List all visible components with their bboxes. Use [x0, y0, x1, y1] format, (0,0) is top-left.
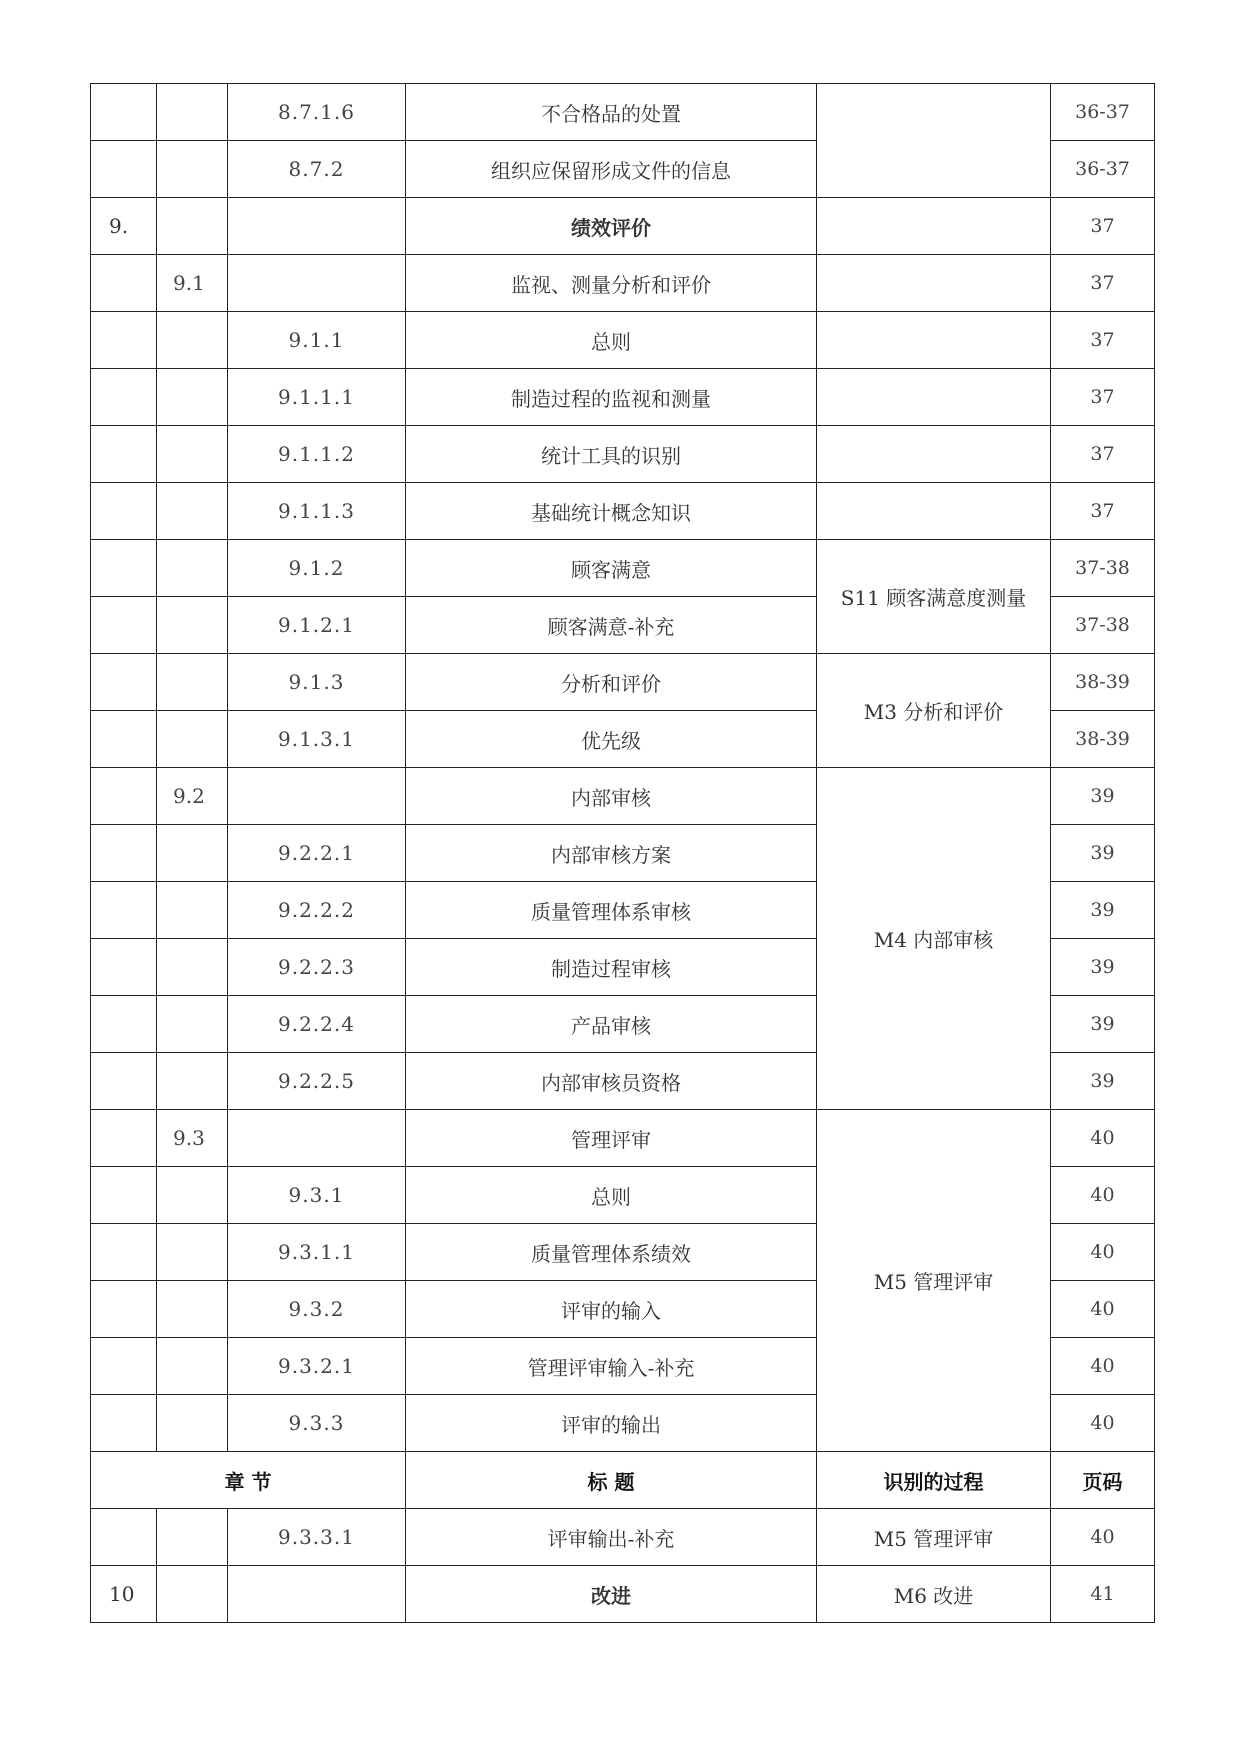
chapter-cell	[91, 369, 157, 426]
table-row	[91, 540, 1155, 597]
chapter-cell	[91, 654, 157, 711]
page-number: 37	[1051, 483, 1155, 540]
chapter-cell	[91, 1338, 157, 1395]
header-process: 识别的过程	[817, 1452, 1051, 1509]
subsection-number: 9.1.1	[228, 312, 406, 369]
subsection-number: 9.2.2.2	[228, 882, 406, 939]
clause-title: 内部审核	[406, 768, 817, 825]
page-number: 40	[1051, 1509, 1155, 1566]
table-row	[91, 312, 1155, 369]
page-number: 37	[1051, 198, 1155, 255]
section-cell	[157, 426, 228, 483]
subsection-number: 9.1.1.1	[228, 369, 406, 426]
process-cell	[817, 369, 1051, 426]
section-cell	[157, 540, 228, 597]
page-number: 36-37	[1051, 84, 1155, 141]
page-number: 39	[1051, 825, 1155, 882]
process-name: M3 分析和评价	[817, 654, 1051, 768]
page-number: 37	[1051, 255, 1155, 312]
page-number: 39	[1051, 996, 1155, 1053]
chapter-cell	[91, 597, 157, 654]
section-cell	[157, 1053, 228, 1110]
process-cell	[817, 198, 1051, 255]
page-number: 40	[1051, 1395, 1155, 1452]
process-name: M5 管理评审	[817, 1509, 1051, 1566]
page-number: 39	[1051, 939, 1155, 996]
page-number: 40	[1051, 1281, 1155, 1338]
subsection-cell	[228, 198, 406, 255]
chapter-cell	[91, 312, 157, 369]
chapter-cell	[91, 141, 157, 198]
chapter-cell	[91, 1509, 157, 1566]
table-row	[91, 1110, 1155, 1167]
page-number: 37	[1051, 369, 1155, 426]
clause-title: 内部审核方案	[406, 825, 817, 882]
table-row	[91, 369, 1155, 426]
clause-title: 总则	[406, 1167, 817, 1224]
chapter-cell	[91, 1167, 157, 1224]
subsection-cell	[228, 1566, 406, 1623]
subsection-number: 9.2.2.1	[228, 825, 406, 882]
subsection-number: 9.1.3	[228, 654, 406, 711]
process-name: S11 顾客满意度测量	[817, 540, 1051, 654]
page-number: 39	[1051, 882, 1155, 939]
page-number: 41	[1051, 1566, 1155, 1623]
clause-title: 产品审核	[406, 996, 817, 1053]
chapter-cell	[91, 882, 157, 939]
chapter-cell	[91, 768, 157, 825]
clause-title: 管理评审输入-补充	[406, 1338, 817, 1395]
clause-title: 内部审核员资格	[406, 1053, 817, 1110]
table-row	[91, 84, 1155, 141]
section-cell	[157, 1281, 228, 1338]
section-cell	[157, 198, 228, 255]
process-cell	[817, 312, 1051, 369]
section-cell	[157, 1395, 228, 1452]
process-name: M4 内部审核	[817, 768, 1051, 1110]
subsection-cell	[228, 255, 406, 312]
process-cell	[817, 84, 1051, 198]
section-number: 9.1	[157, 255, 228, 312]
clause-title: 顾客满意	[406, 540, 817, 597]
clause-title: 管理评审	[406, 1110, 817, 1167]
chapter-cell	[91, 426, 157, 483]
page-number: 40	[1051, 1167, 1155, 1224]
table-row	[91, 483, 1155, 540]
chapter-cell	[91, 255, 157, 312]
clause-title: 总则	[406, 312, 817, 369]
process-cell	[817, 426, 1051, 483]
page-number: 40	[1051, 1224, 1155, 1281]
clause-title: 制造过程的监视和测量	[406, 369, 817, 426]
chapter-title: 改进	[406, 1566, 817, 1623]
clause-title: 评审输出-补充	[406, 1509, 817, 1566]
page-number: 36-37	[1051, 141, 1155, 198]
subsection-number: 9.3.3	[228, 1395, 406, 1452]
table-row	[91, 1566, 1155, 1623]
section-cell	[157, 825, 228, 882]
section-cell	[157, 141, 228, 198]
section-cell	[157, 1509, 228, 1566]
chapter-cell	[91, 540, 157, 597]
subsection-cell	[228, 1110, 406, 1167]
clause-title: 不合格品的处置	[406, 84, 817, 141]
table-row	[91, 198, 1155, 255]
chapter-number: 9.	[91, 198, 157, 255]
section-cell	[157, 369, 228, 426]
subsection-number: 9.3.2.1	[228, 1338, 406, 1395]
process-cell	[817, 255, 1051, 312]
page-number: 39	[1051, 1053, 1155, 1110]
subsection-number: 9.1.1.2	[228, 426, 406, 483]
clause-title: 基础统计概念知识	[406, 483, 817, 540]
clause-title: 统计工具的识别	[406, 426, 817, 483]
page-number: 38-39	[1051, 711, 1155, 768]
table-row	[91, 426, 1155, 483]
table-header-row	[91, 1452, 1155, 1509]
section-cell	[157, 1566, 228, 1623]
clause-title: 顾客满意-补充	[406, 597, 817, 654]
subsection-number: 9.2.2.4	[228, 996, 406, 1053]
clause-title: 优先级	[406, 711, 817, 768]
page-number: 37	[1051, 426, 1155, 483]
clause-title: 评审的输入	[406, 1281, 817, 1338]
chapter-cell	[91, 84, 157, 141]
chapter-cell	[91, 483, 157, 540]
page-number: 39	[1051, 768, 1155, 825]
subsection-number: 9.3.1.1	[228, 1224, 406, 1281]
subsection-number: 9.1.1.3	[228, 483, 406, 540]
clause-title: 分析和评价	[406, 654, 817, 711]
header-section: 章 节	[91, 1452, 406, 1509]
subsection-number: 9.2.2.3	[228, 939, 406, 996]
section-number: 9.2	[157, 768, 228, 825]
clause-title: 质量管理体系绩效	[406, 1224, 817, 1281]
section-cell	[157, 312, 228, 369]
section-cell	[157, 996, 228, 1053]
section-cell	[157, 654, 228, 711]
process-name: M6 改进	[817, 1566, 1051, 1623]
section-cell	[157, 1224, 228, 1281]
chapter-cell	[91, 711, 157, 768]
subsection-number: 9.1.2	[228, 540, 406, 597]
table-row	[91, 654, 1155, 711]
section-cell	[157, 1167, 228, 1224]
section-cell	[157, 597, 228, 654]
page-number: 37-38	[1051, 540, 1155, 597]
subsection-cell	[228, 768, 406, 825]
process-name: M5 管理评审	[817, 1110, 1051, 1452]
page-number: 37	[1051, 312, 1155, 369]
section-cell	[157, 483, 228, 540]
section-cell	[157, 1338, 228, 1395]
clause-title: 组织应保留形成文件的信息	[406, 141, 817, 198]
section-cell	[157, 882, 228, 939]
table-row	[91, 255, 1155, 312]
table-row	[91, 1509, 1155, 1566]
section-cell	[157, 84, 228, 141]
section-number: 9.3	[157, 1110, 228, 1167]
subsection-number: 9.2.2.5	[228, 1053, 406, 1110]
clause-title: 质量管理体系审核	[406, 882, 817, 939]
process-cell	[817, 483, 1051, 540]
page-number: 40	[1051, 1110, 1155, 1167]
clause-title: 制造过程审核	[406, 939, 817, 996]
page-number: 37-38	[1051, 597, 1155, 654]
chapter-cell	[91, 1053, 157, 1110]
page-number: 40	[1051, 1338, 1155, 1395]
section-cell	[157, 711, 228, 768]
table-row	[91, 768, 1155, 825]
subsection-number: 9.1.2.1	[228, 597, 406, 654]
subsection-number: 8.7.1.6	[228, 84, 406, 141]
chapter-title: 绩效评价	[406, 198, 817, 255]
chapter-cell	[91, 825, 157, 882]
subsection-number: 9.3.2	[228, 1281, 406, 1338]
clause-title: 评审的输出	[406, 1395, 817, 1452]
chapter-cell	[91, 996, 157, 1053]
subsection-number: 8.7.2	[228, 141, 406, 198]
subsection-number: 9.1.3.1	[228, 711, 406, 768]
clause-title: 监视、测量分析和评价	[406, 255, 817, 312]
section-cell	[157, 939, 228, 996]
chapter-cell	[91, 1224, 157, 1281]
chapter-cell	[91, 1395, 157, 1452]
page-number: 38-39	[1051, 654, 1155, 711]
subsection-number: 9.3.1	[228, 1167, 406, 1224]
subsection-number: 9.3.3.1	[228, 1509, 406, 1566]
chapter-cell	[91, 1110, 157, 1167]
toc-table	[90, 83, 1155, 1623]
chapter-cell	[91, 1281, 157, 1338]
header-title: 标 题	[406, 1452, 817, 1509]
chapter-cell	[91, 939, 157, 996]
chapter-number: 10	[91, 1566, 157, 1623]
header-page: 页码	[1051, 1452, 1155, 1509]
